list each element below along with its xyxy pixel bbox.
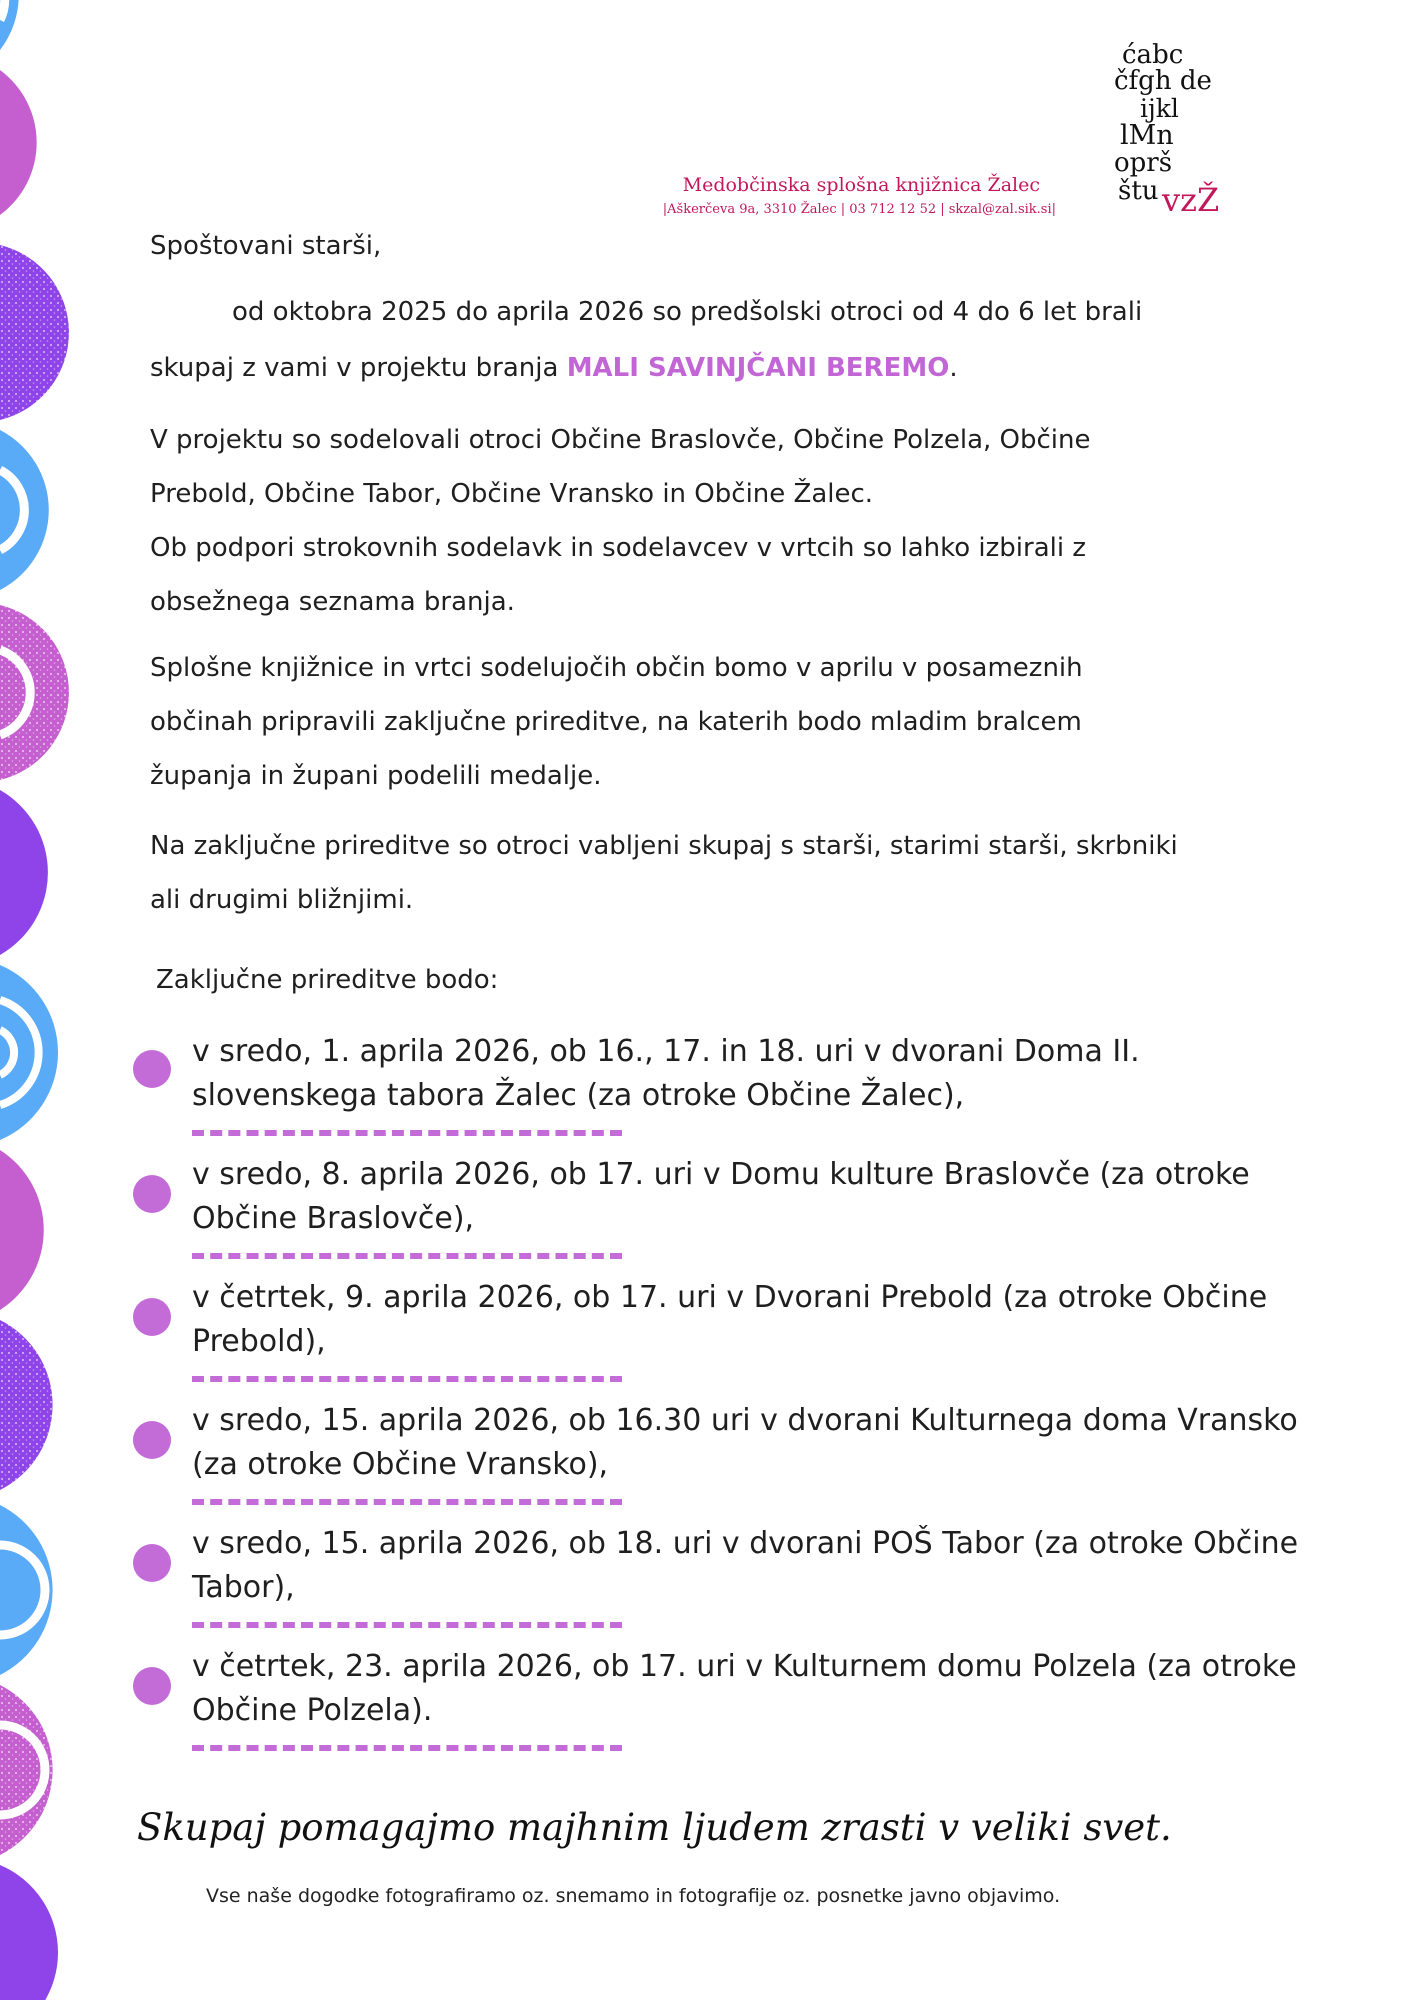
dashed-divider	[192, 1253, 622, 1259]
bullet-icon	[133, 1175, 171, 1213]
event-line: (za otroke Občine Vransko),	[192, 1447, 609, 1482]
paragraph-line: Prebold, Občine Tabor, Občine Vransko in Občine Žalec.	[150, 479, 874, 509]
bullet-icon	[133, 1667, 171, 1705]
logo-row: ćabc	[1122, 40, 1184, 70]
event-line: Občine Braslovče),	[192, 1201, 475, 1236]
paragraph-line: obsežnega seznama branja.	[150, 587, 515, 617]
event-line: v sredo, 15. aprila 2026, ob 18. uri v dvorani POŠ Tabor (za otroke Občine	[192, 1526, 1299, 1561]
event-line: Občine Polzela).	[192, 1693, 433, 1728]
paragraph-line: Splošne knjižnice in vrtci sodelujočih občin bomo v aprilu v posameznih	[150, 653, 1083, 683]
intro-text: skupaj z vami v projektu branja	[150, 353, 567, 383]
dashed-divider	[192, 1499, 622, 1505]
project-name: MALI SAVINJČANI BEREMO	[566, 353, 950, 383]
logo-row: štu	[1118, 176, 1159, 206]
bullet-icon	[133, 1050, 171, 1088]
dashed-divider	[192, 1745, 622, 1751]
event-line: v četrtek, 23. aprila 2026, ob 17. uri v Kulturnem domu Polzela (za otroke	[192, 1649, 1297, 1684]
left-decorative-border	[0, 0, 100, 2000]
event-line: Tabor),	[192, 1570, 295, 1605]
dashed-divider	[192, 1376, 622, 1382]
slogan: Skupaj pomagajmo majhnim ljudem zrasti v veliki svet.	[137, 1806, 1172, 1849]
event-item	[192, 1276, 1362, 1364]
event-line: slovenskega tabora Žalec (za otroke Občine Žalec),	[192, 1078, 965, 1113]
event-line: v sredo, 1. aprila 2026, ob 16., 17. in 18. uri v dvorani Doma II.	[192, 1034, 1140, 1069]
paragraph-line: Ob podpori strokovnih sodelavk in sodelavcev v vrtcih so lahko izbirali z	[150, 533, 1087, 563]
paragraph-line: Na zaključne prireditve so otroci vabljeni skupaj s starši, starimi starši, skrbniki	[150, 831, 1178, 861]
paragraph-line: ali drugimi bližnjimi.	[150, 885, 414, 915]
event-line: v četrtek, 9. aprila 2026, ob 17. uri v Dvorani Prebold (za otroke Občine	[192, 1280, 1268, 1315]
event-item	[192, 1522, 1362, 1610]
salutation: Spoštovani starši,	[150, 231, 382, 261]
dashed-divider	[192, 1622, 622, 1628]
footer-note: Vse naše dogodke fotografiramo oz. snemamo in fotografije oz. posnetke javno objavimo.	[206, 1885, 1061, 1907]
event-item	[192, 1030, 1362, 1118]
bullet-icon	[133, 1544, 171, 1582]
event-line: Prebold),	[192, 1324, 326, 1359]
event-line: v sredo, 8. aprila 2026, ob 17. uri v Domu kulture Braslovče (za otroke	[192, 1157, 1250, 1192]
bullet-icon	[133, 1298, 171, 1336]
intro-text-end: .	[949, 353, 958, 383]
library-name: Medobčinska splošna knjižnica Žalec	[682, 174, 1040, 196]
dashed-divider	[192, 1130, 622, 1136]
intro-line-1: od oktobra 2025 do aprila 2026 so predšolski otroci od 4 do 6 let brali	[232, 297, 1143, 327]
library-logo	[1100, 42, 1240, 222]
intro-line-2	[150, 340, 1290, 396]
events-heading: Zaključne prireditve bodo:	[156, 965, 499, 995]
event-item	[192, 1399, 1362, 1487]
logo-row: čfgh de	[1114, 66, 1212, 96]
logo-row: vzŽ	[1162, 181, 1220, 219]
paragraph-line: V projektu so sodelovali otroci Občine Braslovče, Občine Polzela, Občine	[150, 425, 1091, 455]
event-item	[192, 1645, 1362, 1733]
event-line: v sredo, 15. aprila 2026, ob 16.30 uri v dvorani Kulturnega doma Vransko	[192, 1403, 1298, 1438]
paragraph-line: občinah pripravili zaključne prireditve, na katerih bodo mladim bralcem	[150, 707, 1082, 737]
library-contact: |Aškerčeva 9a, 3310 Žalec | 03 712 12 52 | skzal@zal.sik.si|	[662, 202, 1056, 217]
bullet-icon	[133, 1421, 171, 1459]
logo-row: oprš	[1114, 148, 1173, 178]
logo-row: lMn	[1120, 120, 1174, 151]
logo-row: ijkl	[1140, 94, 1179, 123]
paragraph-line: županja in župani podelili medalje.	[150, 761, 602, 791]
event-item	[192, 1153, 1362, 1241]
